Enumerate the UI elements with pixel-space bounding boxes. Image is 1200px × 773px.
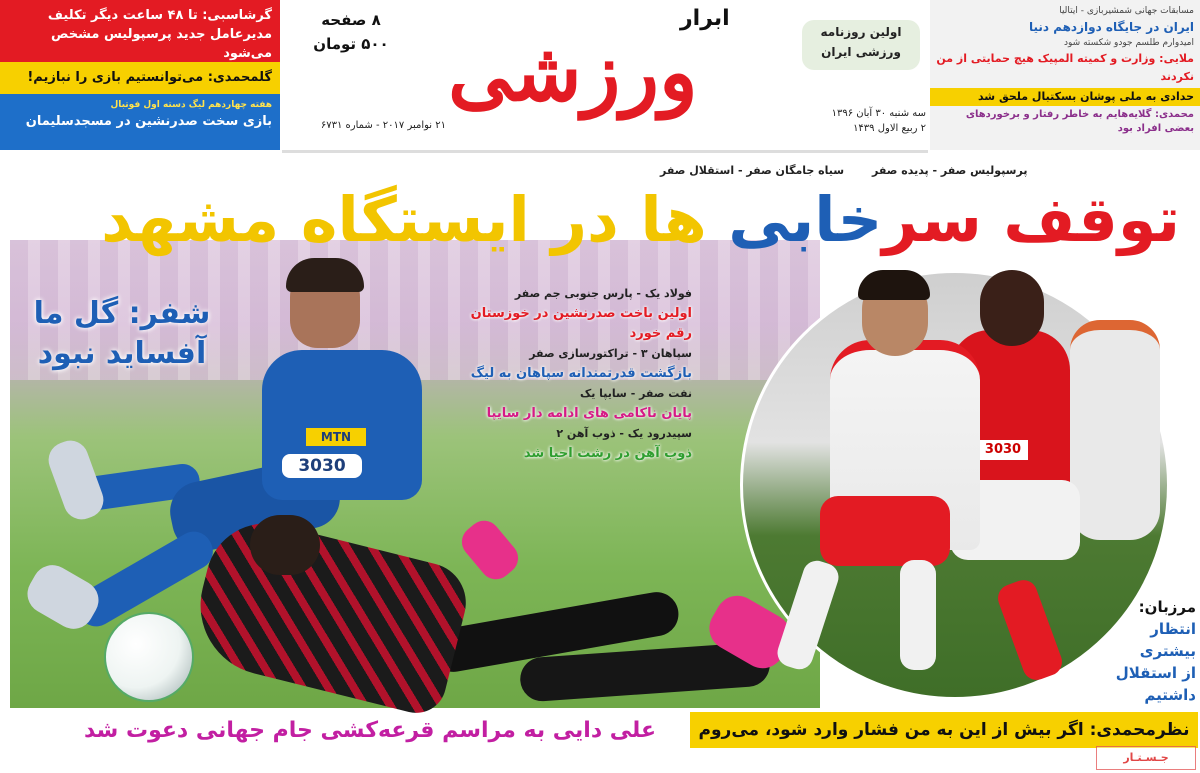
- logo-small-text: ابرار: [680, 6, 730, 31]
- marzban-line-1: انتظار بیشتری: [1139, 620, 1196, 660]
- league-result-title: بازگشت قدرتمندانه سپاهان به لیگ: [470, 366, 692, 381]
- league-result-item[interactable]: [452, 344, 692, 384]
- photo-white-player-hair: [858, 270, 930, 300]
- teaser-red-text: گرشاسبی: تا ۴۸ ساعت دیگر تکلیف مدیرعامل جدید پرسپولیس مشخص می‌شود: [47, 8, 272, 61]
- result-line-2: سیاه جامگان صفر - استقلال صفر: [660, 164, 845, 177]
- red-sponsor-number: 3030: [978, 440, 1028, 460]
- price-box: [296, 8, 406, 56]
- marzban-quote[interactable]: [1098, 596, 1196, 706]
- teaser-yellow-text: گلمحمدی: می‌توانستیم بازی را نبازیم!: [27, 70, 272, 85]
- right-news-2-title[interactable]: ملایی: وزارت و کمیته المپیک هیچ حمایتی از من نکردند: [936, 52, 1194, 83]
- right-news-1-kicker: مسابقات جهانی شمشیربازی - ایتالیا: [1059, 6, 1194, 16]
- headline-part-1: توقف سر: [882, 183, 1180, 256]
- shafar-line-2: آفساید نبود: [37, 336, 207, 371]
- main-headline[interactable]: [30, 180, 1180, 260]
- marzban-line-2: از استقلال: [1115, 664, 1196, 682]
- right-news-1-title[interactable]: ایران در جایگاه دوازدهم دنیا: [1028, 20, 1194, 34]
- right-news-column: [930, 0, 1200, 150]
- photo-white-leg-2: [900, 560, 936, 670]
- right-news-3-title[interactable]: حدادی به ملی پوشان بسکتبال ملحق شد: [930, 88, 1200, 106]
- shafar-quote[interactable]: [24, 294, 220, 374]
- photo-dark-player-head: [250, 515, 320, 575]
- photo-red-player-head: [980, 270, 1044, 346]
- result-line-1: پرسپولیس صفر - پدیده صفر: [872, 164, 1028, 177]
- date-hijri: ۲ ربیع الاول ۱۴۳۹: [853, 123, 926, 134]
- league-result-item[interactable]: [452, 284, 692, 344]
- league-result-score: فولاد یک - پارس جنوبی جم صفر: [514, 287, 692, 300]
- teaser-blue[interactable]: [0, 94, 280, 150]
- marzban-line-3: داشتیم: [1144, 686, 1196, 704]
- issue-dates: [776, 106, 926, 136]
- page-count: ۸ صفحه: [321, 11, 381, 29]
- teaser-blue-kicker: هفته چهاردهم لیگ دسته اول فوتبال: [110, 100, 272, 110]
- photo-white-player-shorts: [820, 496, 950, 566]
- league-result-title: ذوب آهن در رشت احیا شد: [523, 446, 692, 461]
- league-result-title: پایان ناکامی های ادامه دار سایپا: [486, 406, 692, 421]
- teaser-blue-title: بازی سخت صدرنشین در مسجدسلیمان: [25, 114, 272, 129]
- teaser-yellow[interactable]: [0, 62, 280, 94]
- teaser-red[interactable]: [0, 0, 280, 62]
- league-result-item[interactable]: [452, 384, 692, 424]
- photo-bg-player: [1070, 320, 1160, 540]
- shafar-line-1: شفر: گل ما: [33, 296, 211, 331]
- bottom-headline-daei[interactable]: علی دایی به مراسم قرعه‌کشی جام جهانی دعوت شد: [83, 718, 657, 743]
- sponsor-brand: MTN: [306, 428, 366, 446]
- date-gregorian-issue: ۲۱ نوامبر ۲۰۱۷ - شماره ۶۷۳۱: [320, 120, 446, 131]
- sponsor-number: 3030: [282, 454, 362, 478]
- league-result-item[interactable]: [452, 424, 692, 464]
- tagline-line1: اولین روزنامه: [820, 25, 902, 39]
- photo-blue-player-hair: [286, 258, 364, 292]
- tagline-line2: ورزشی ایران: [821, 45, 901, 59]
- bottom-headline-nazarmohammadi[interactable]: نظرمحمدی: اگر بیش از این به من فشار وارد شود، می‌روم: [690, 712, 1198, 748]
- price: ۵۰۰ تومان: [313, 35, 389, 53]
- tagline: [802, 20, 920, 70]
- league-result-score: سپاهان ۳ - تراکتورسازی صفر: [529, 347, 692, 360]
- date-persian: سه شنبه ۳۰ آبان ۱۳۹۶: [831, 108, 926, 119]
- right-news-2-kicker: امیدوارم طلسم جودو شکسته شود: [1064, 38, 1194, 48]
- league-result-score: سپیدرود یک - ذوب آهن ۲: [556, 427, 692, 440]
- league-results-list: [452, 284, 692, 464]
- newspaper-logo: ورزشی: [448, 25, 698, 119]
- headline-part-2: خابی: [728, 183, 883, 256]
- football-icon: [104, 612, 194, 702]
- league-result-title: اولین باخت صدرنشین در خوزستان رقم خورد: [470, 306, 692, 341]
- watermark-logo: جـسـتـار: [1096, 746, 1196, 770]
- right-news-4-title[interactable]: محمدی: گلایه‌هایم به خاطر رفتار و برخوردهای بعضی افراد بود: [965, 109, 1194, 134]
- marzban-label: مرزبان:: [1138, 598, 1196, 616]
- headline-part-3: ها در ایستگاه مشهد: [101, 183, 729, 256]
- league-result-score: نفت صفر - سایپا یک: [579, 387, 692, 400]
